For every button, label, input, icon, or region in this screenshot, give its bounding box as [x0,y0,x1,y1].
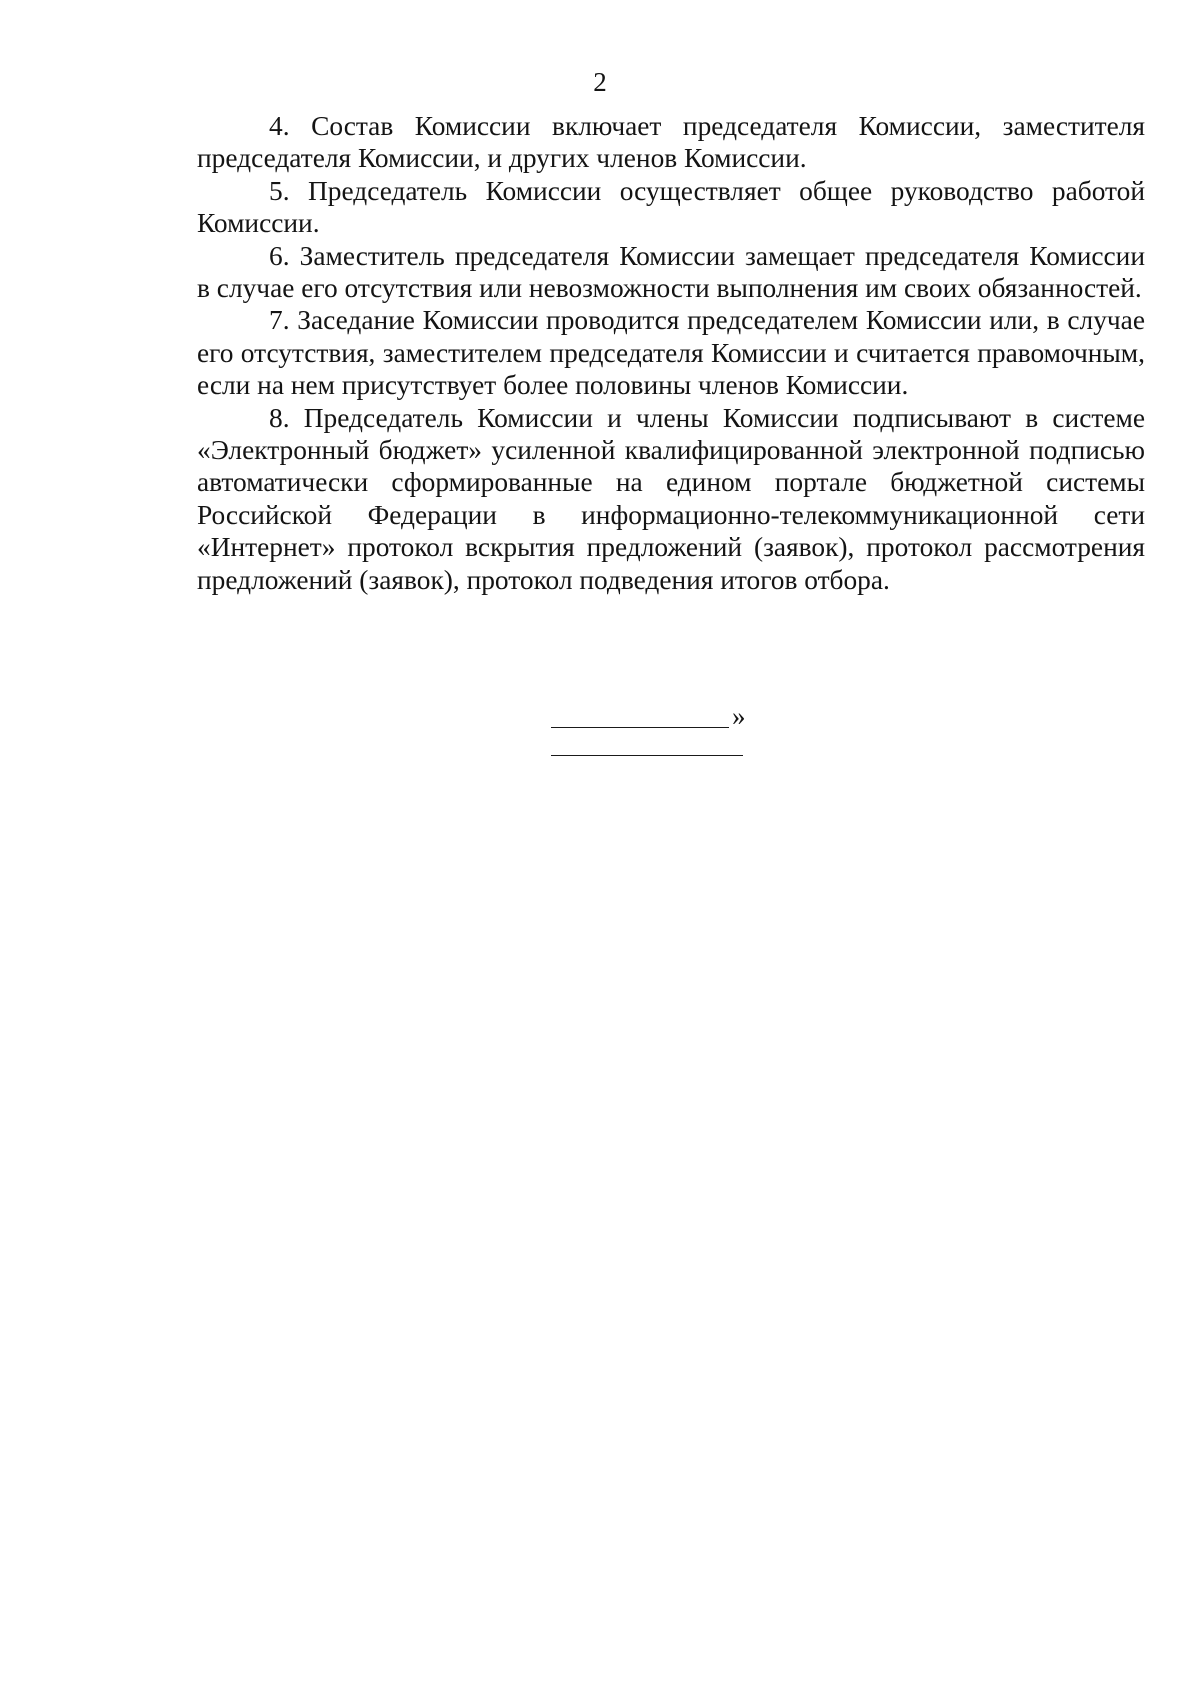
document-body [197,110,1145,596]
paragraph-8: 8. Председатель Комиссии и члены Комиссии подписывают в системе «Электронный бюджет» усиленной квалифицированной электронной подписью автоматически сформированные на едином портале бюджетной системы Российской Федерации в информационно-телекоммуникационной сети «Интернет» протокол вскрытия предложений (заявок), протокол рассмотрения предложений (заявок), протокол подведения итогов отбора. [197,402,1145,595]
paragraph-6: 6. Заместитель председателя Комиссии замещает председателя Комиссии в случае его отсутствия или невозможности выполнения им своих обязанностей. [197,240,1145,304]
paragraph-4: 4. Состав Комиссии включает председателя Комиссии, заместителя председателя Комиссии, и других членов Комиссии. [197,111,1145,174]
closing-mark [551,700,751,736]
paragraph-7: 7. Заседание Комиссии проводится председателем Комиссии или, в случае его отсутствия, заместителем председателя Комиссии и считается правомочным, если на нем присутствует более половины членов Комиссии. [197,305,1145,401]
closing-underline [551,727,729,728]
paragraph-5: 5. Председатель Комиссии осуществляет общее руководство работой Комиссии. [197,175,1145,239]
end-divider [551,755,743,756]
closing-quote: » [732,701,746,731]
page-number: 2 [593,67,607,97]
